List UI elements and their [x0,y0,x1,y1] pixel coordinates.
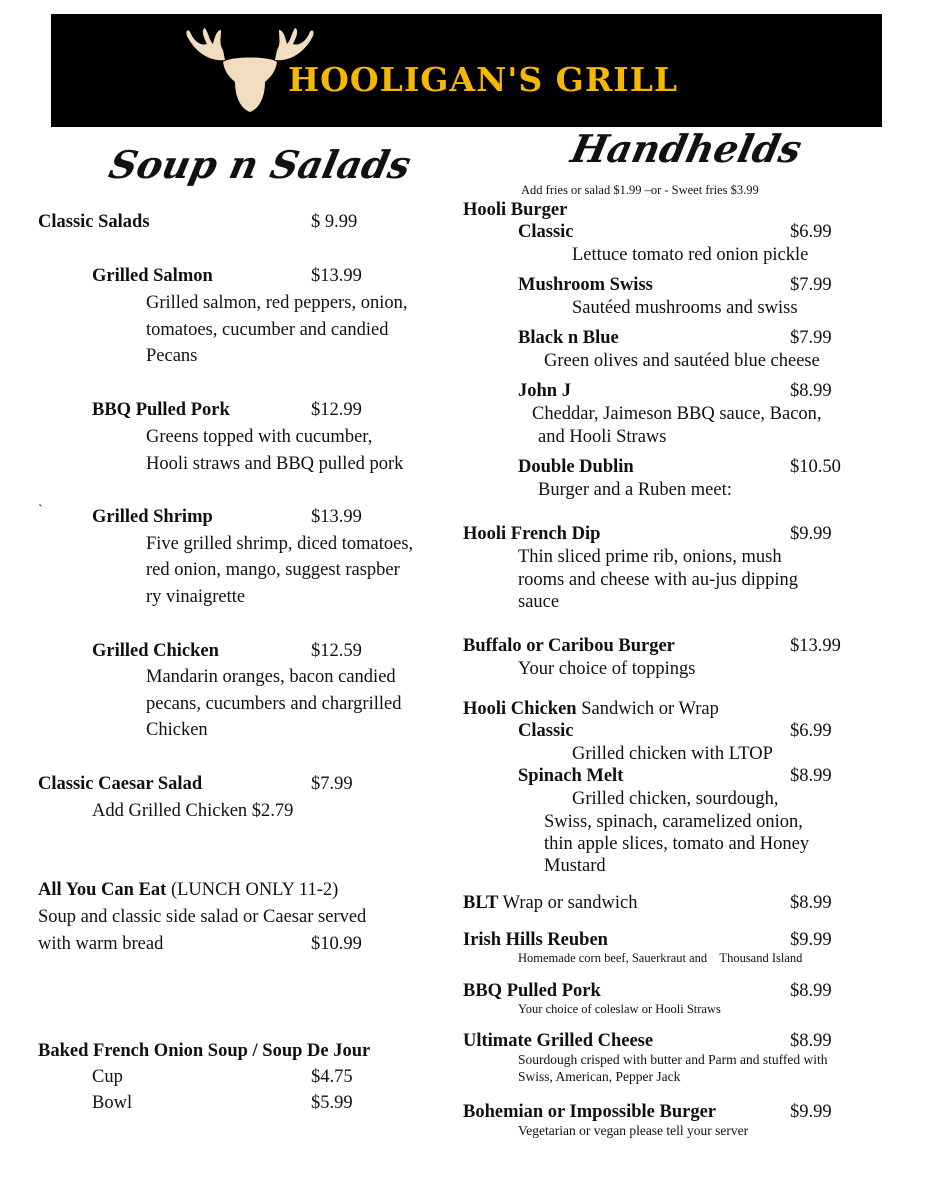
mushroom-swiss-desc: Sautéed mushrooms and swiss [572,298,798,318]
soup-bowl-label: Bowl [92,1093,133,1113]
spinach-melt-desc: Mustard [544,856,606,876]
bbq-pork-sandwich-desc: Your choice of coleslaw or Hooli Straws [518,1002,721,1016]
bbq-pulled-pork-salad-price: $12.99 [311,400,362,420]
grilled-cheese-desc: Swiss, American, Pepper Jack [518,1069,681,1084]
caesar-name: Classic Caesar Salad [38,774,203,794]
classic-salads-label: Classic Salads [38,212,150,232]
burger-classic-price: $6.99 [790,222,832,242]
grilled-chicken-name: Grilled Chicken [92,641,219,661]
burger-classic-name: Classic [518,222,574,242]
soup-bowl-price: $5.99 [311,1093,353,1113]
double-dublin-desc: Burger and a Ruben meet: [538,480,732,500]
chicken-classic-name: Classic [518,721,574,741]
hooli-burger-header: Hooli Burger [463,200,568,220]
grilled-chicken-desc: Mandarin oranges, bacon candied [146,667,396,687]
reuben-price: $9.99 [790,930,832,950]
french-dip-name: Hooli French Dip [463,524,601,544]
reuben-name: Irish Hills Reuben [463,930,608,950]
soup-cup-price: $4.75 [311,1067,353,1087]
blt-price: $8.99 [790,893,832,913]
french-dip-desc: rooms and cheese with au-jus dipping [518,570,799,590]
all-you-can-eat-desc: Soup and classic side salad or Caesar served [38,907,367,927]
reuben-desc: Homemade corn beef, Sauerkraut and Thousand Island [518,951,803,965]
burger-classic-desc: Lettuce tomato red onion pickle [572,245,809,265]
john-j-price: $8.99 [790,381,832,401]
grilled-cheese-desc: Sourdough crisped with butter and Parm and stuffed with [518,1052,828,1067]
spinach-melt-price: $8.99 [790,766,832,786]
bbq-pulled-pork-salad-desc: Greens topped with cucumber, [146,427,373,447]
blt-name: BLT [463,893,499,913]
all-you-can-eat-desc: with warm bread [38,934,164,954]
all-you-can-eat-line [38,881,338,900]
stray-mark: ` [38,503,43,518]
grilled-salmon-desc: Grilled salmon, red peppers, onion, [146,293,408,313]
grilled-chicken-desc: pecans, cucumbers and chargrilled [146,694,402,714]
bbq-pulled-pork-salad-name: BBQ Pulled Pork [92,400,230,420]
bbq-pork-sandwich-price: $8.99 [790,981,832,1001]
grilled-cheese-price: $8.99 [790,1031,832,1051]
handhelds-subtitle: Add fries or salad $1.99 –or - Sweet fries $3.99 [521,183,759,197]
classic-salads-price: $ 9.99 [311,212,358,232]
spinach-melt-name: Spinach Melt [518,766,624,786]
french-dip-price: $9.99 [790,524,832,544]
buffalo-burger-price: $13.99 [790,636,841,656]
french-dip-desc: Thin sliced prime rib, onions, mush [518,547,782,567]
caesar-price: $7.99 [311,774,353,794]
bbq-pulled-pork-salad-desc: Hooli straws and BBQ pulled pork [146,454,404,474]
spinach-melt-desc: thin apple slices, tomato and Honey [544,834,810,854]
mushroom-swiss-price: $7.99 [790,275,832,295]
hooli-chicken-suffix: Sandwich or Wrap [576,699,719,719]
grilled-salmon-desc: tomatoes, cucumber and candied [146,320,389,340]
bbq-pork-sandwich-name: BBQ Pulled Pork [463,981,601,1001]
all-you-can-eat-price: $10.99 [311,934,362,954]
hooli-chicken-line [463,700,719,719]
blt-line [463,894,638,913]
buffalo-burger-desc: Your choice of toppings [518,659,696,679]
all-you-can-eat-name: All You Can Eat [38,880,167,900]
double-dublin-name: Double Dublin [518,457,634,477]
grilled-salmon-name: Grilled Salmon [92,266,213,286]
john-j-desc: and Hooli Straws [538,427,667,447]
caesar-addon: Add Grilled Chicken $2.79 [92,801,294,821]
buffalo-burger-name: Buffalo or Caribou Burger [463,636,675,656]
grilled-chicken-price: $12.59 [311,641,362,661]
chicken-classic-price: $6.99 [790,721,832,741]
black-n-blue-desc: Green olives and sautéed blue cheese [544,351,820,371]
black-n-blue-price: $7.99 [790,328,832,348]
bohemian-burger-name: Bohemian or Impossible Burger [463,1102,717,1122]
grilled-shrimp-desc: Five grilled shrimp, diced tomatoes, [146,534,414,554]
mushroom-swiss-name: Mushroom Swiss [518,275,653,295]
brand-name: HOOLIGAN'S GRILL [288,60,679,99]
grilled-shrimp-name: Grilled Shrimp [92,507,213,527]
grilled-shrimp-desc: ry vinaigrette [146,587,246,607]
soup-cup-label: Cup [92,1067,123,1087]
all-you-can-eat-note: (LUNCH ONLY 11-2) [170,880,339,900]
grilled-chicken-desc: Chicken [146,720,208,740]
spinach-melt-desc: Swiss, spinach, caramelized onion, [544,812,803,832]
hooli-chicken-name: Hooli Chicken [463,699,577,719]
john-j-name: John J [518,381,571,401]
john-j-desc: Cheddar, Jaimeson BBQ sauce, Bacon, [532,404,822,424]
grilled-cheese-name: Ultimate Grilled Cheese [463,1031,654,1051]
grilled-shrimp-price: $13.99 [311,507,362,527]
soup-name: Baked French Onion Soup / Soup De Jour [38,1041,371,1061]
grilled-salmon-price: $13.99 [311,266,362,286]
spinach-melt-desc: Grilled chicken, sourdough, [572,789,779,809]
bohemian-burger-desc: Vegetarian or vegan please tell your server [518,1123,749,1138]
french-dip-desc: sauce [518,592,560,612]
handhelds-title: Handhelds [567,126,806,171]
soup-salads-title: Soup n Salads [105,142,415,187]
grilled-salmon-desc: Pecans [146,346,198,366]
blt-suffix: Wrap or sandwich [498,893,638,913]
chicken-classic-desc: Grilled chicken with LTOP [572,744,773,764]
double-dublin-price: $10.50 [790,457,841,477]
black-n-blue-name: Black n Blue [518,328,619,348]
grilled-shrimp-desc: red onion, mango, suggest raspber [146,560,400,580]
bohemian-burger-price: $9.99 [790,1102,832,1122]
